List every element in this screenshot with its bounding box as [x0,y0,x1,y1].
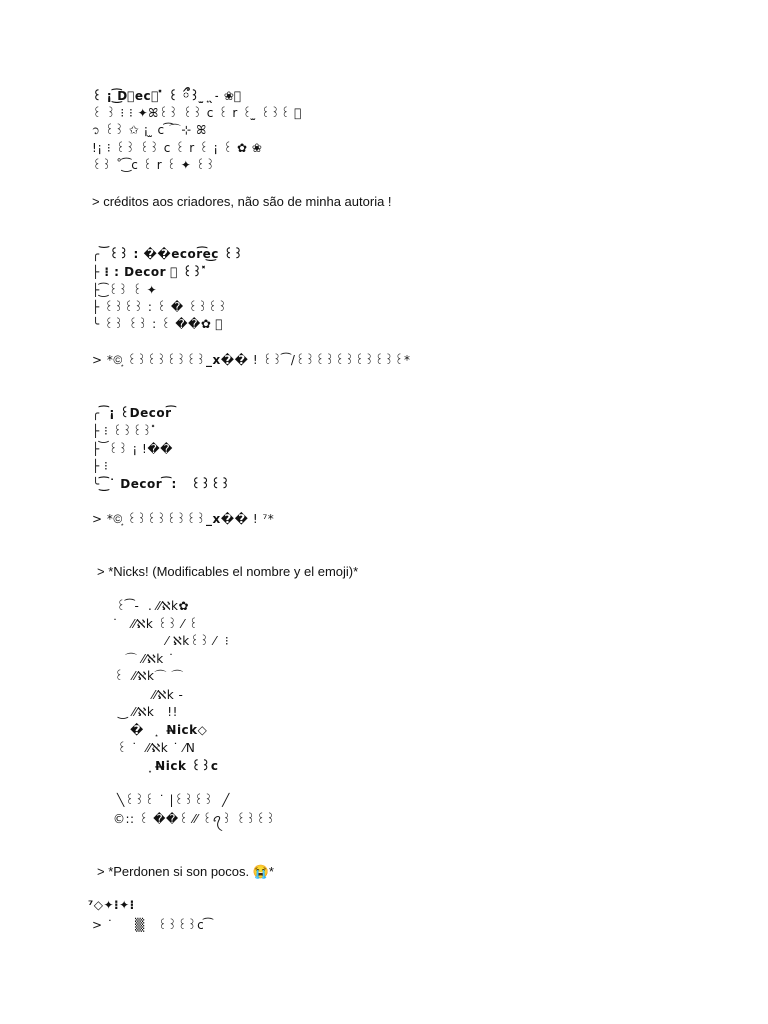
credits-note: > créditos aos criadores, não são de minha autoria ! [92,194,392,209]
decor-line-4-1: ⁷◇✦⁝✦⁝ [88,898,135,912]
nick-7: ‿ ⁄⁄ℵk !! [118,705,178,719]
copyright-line-2-handle: _x�� [206,512,249,526]
copyright-line-2-prefix: > *©͙ ꒰꒱꒰꒱꒰꒱꒰꒱ [92,512,207,526]
nick-2: ˙ ⁄⁄ℵk ꒰꒱ ⁄ ꒰ [112,617,199,631]
copyright-line-2 [92,511,274,527]
nick-5: ꒰ ⁄⁄ℵk⌒ ⌒ [114,669,184,683]
decor-line-2-1: ╭ ͝ ꒰꒱ : ��ecor͡e͜c ꒰꒱ [92,247,244,261]
decor-line-3-2: ├ ⁝ ꒰꒱꒰꒱ ̽ [92,424,157,438]
decor-line-1-3: ᭡ ꒰꒱ ✩ ¡ ̫ c ͡⌒⊹ ꕤ [92,123,207,137]
decor-line-3-1: ╭ ͡ ¡ ꒰Decor͡ [92,406,172,420]
decor-line-3-3: ├ ͝ ꒰꒱ ¡ !�� [92,442,173,456]
nick-9: ꒰ ˙ ⁄⁄ℵk ˙ ⁄N [117,741,196,755]
copyright-line-1-suffix: ! ꒰꒱ ͡ /꒰꒱꒰꒱꒰꒱꒰꒱꒰꒱꒰* [248,353,411,367]
decor-line-3-5: ╰ ͜͡ ˙ Decor ͡ : ꒰꒱꒰꒱ [92,477,231,491]
copyright-line-2-suffix: ! ⁷* [248,512,275,526]
copyright-line-1-prefix: > *©͙ ꒰꒱꒰꒱꒰꒱꒰꒱ [92,353,207,367]
copyright-line-1 [92,352,411,368]
nick-8: � ͙ N̶ick◇ [130,723,208,737]
nick-1: ꒰ ͡ - . ⁄⁄ℵk✿ [116,599,190,613]
decor-line-1-5: ꒰꒱ ˚ ͜͡ c ꒰ r ꒰ ✦ ꒰꒱ [92,158,216,172]
nicks-header: > *Nicks! (Modificables el nombre y el emoji)* [97,564,359,579]
decor-line-1-2: ꒰ ꒱ ⁝ ⁝ ✦ꕤ꒰꒱ ꒰꒱ c ꒰ r ꒰ ̫ ꒰꒱꒰ ⃕ [92,106,302,120]
nick-4: ⌒ ⁄⁄ℵk ˙ [125,652,175,666]
decor-line-2-4: ├ ꒰꒱꒰꒱ : ꒰ � ꒰꒱꒰꒱ [92,300,228,314]
decor-line-2-5: ╰ ꒰꒱ ꒰꒱ : ꒰ ��✿ ⃝ [92,317,223,331]
nick-3: ⁄ ℵk꒰꒱ ⁄ ⁝ [166,634,230,648]
nick-10: ͙ N̶ick ꒰꒱c [150,759,219,773]
decor-line-1-4: !¡ ⁝ ꒰꒱ ꒰꒱ c ꒰ r ꒰ ¡ ꒰ ✿ ❀ [92,141,263,155]
decor-line-2-3: ├ ͜͡ ꒰꒱ ꒰ ✦ [92,283,158,297]
decor-line-1-1: ꒰ ¡ ͜͡D⃪ec𝘳 ̽ ꒰ ྀ꒱ ̫ ͙ˎ˗ ❀͙ [92,89,242,103]
nick-6: ⁄⁄ℵk ‐ [148,688,184,702]
decor-line-4-2: > ˙ ▒ ꒰꒱꒰꒱c ͡ [92,918,209,932]
decor-line-3-4: ├ ⁝ [92,459,113,473]
decor-line-2-2: ├ ⁝ : Decor ⃞ ꒰꒱ ̽ [92,265,207,279]
nick-13: ©:: ꒰ ��꒰ ⁄⁄ ꒰ꪖ꒱ ꒰꒱꒰꒱ [113,812,276,826]
copyright-line-1-handle: _x�� [206,353,249,367]
nick-12: ╲꒰꒱꒰ ˙ |꒰꒱꒰꒱ ╱ [117,793,230,807]
apology-note: > *Perdonen si son pocos. 😭* [97,864,274,879]
